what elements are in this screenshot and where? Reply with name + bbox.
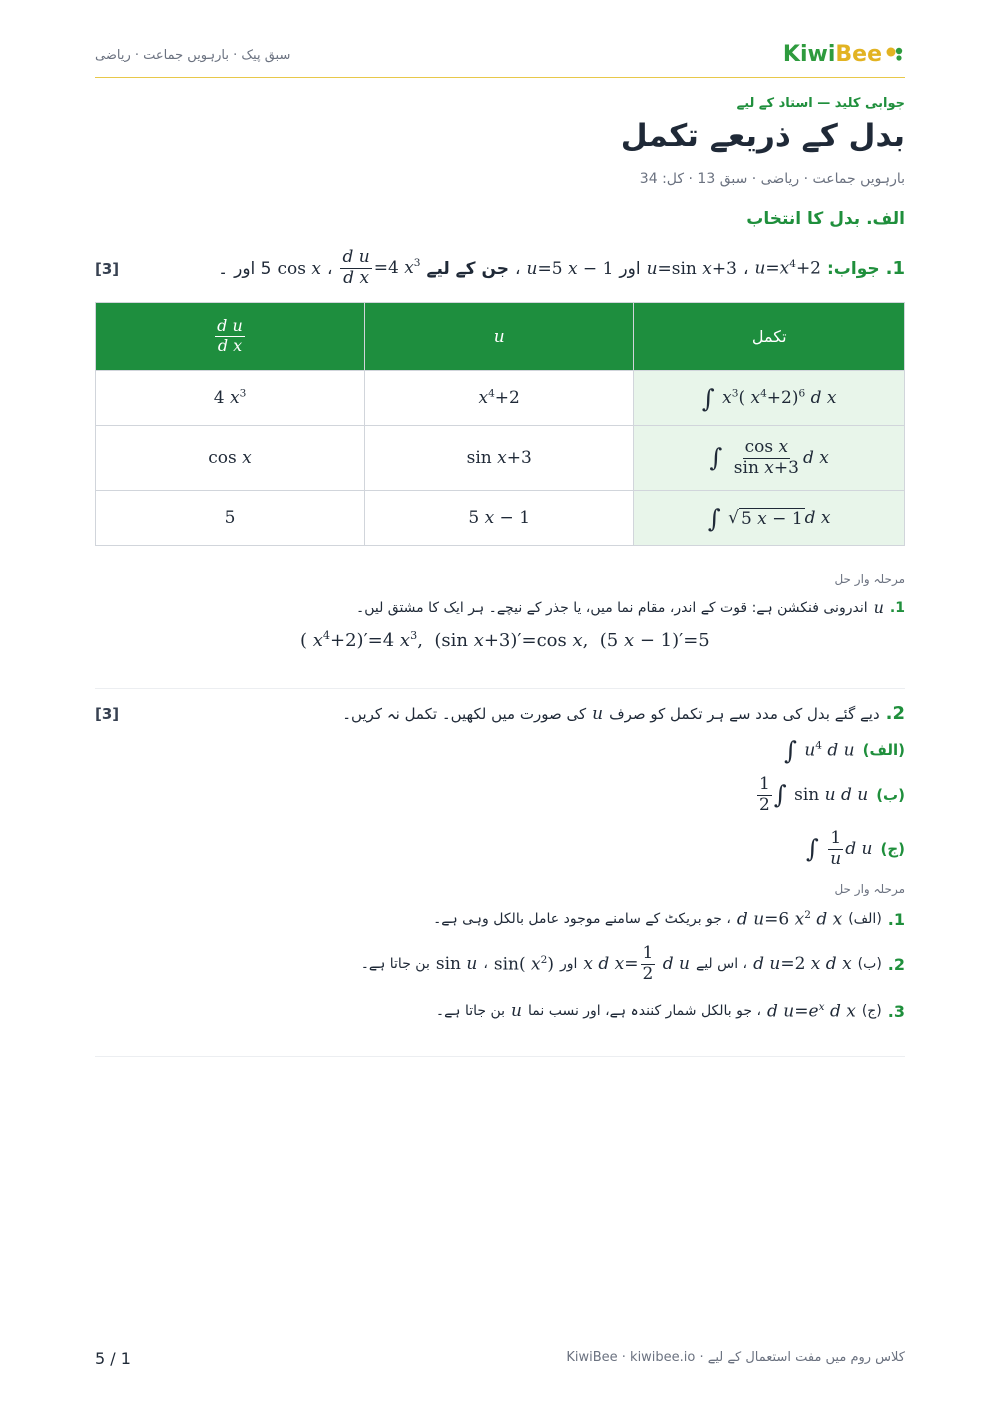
table-row	[96, 371, 905, 426]
page-number: 5 / 1	[95, 1349, 131, 1368]
q1-number: 1.	[885, 258, 905, 279]
q1-steps-label: مرحلہ وار حل	[834, 572, 905, 586]
q2-step-3: 3. (ج) d $u=e^x$ d x ، جو بالکل شمار کنندہ ہے، اور نسب نما u بن جاتا ہے۔	[435, 1000, 905, 1022]
q1-math-2: u=sin x+3	[646, 258, 737, 279]
q1-step-1-equation: ( $x^4+2)'=4$ $x^3$, (sin x+3)′=cos x, (5 x − 1)′=5	[300, 629, 710, 651]
step-number: 2.	[887, 954, 905, 974]
header-integral: تکمل	[634, 303, 905, 371]
page-subtitle: بارہویں جماعت · ریاضی · سبق 13 · کل: 34	[639, 171, 905, 187]
step-number: 1.	[889, 599, 905, 616]
cell-u: $x^4+2$	[365, 371, 634, 426]
q2-steps-label: مرحلہ وار حل	[834, 882, 905, 896]
cell-integral: ∫ $\frac{\text{cos x}}{\text{sin x+3}}$ d x	[634, 426, 905, 491]
q2-part-a: (الف) ∫ $u^4$ d u	[784, 735, 905, 765]
q1-math-4: $\frac{\text{d u}}{\text{d x}}$ =4 $x^3$	[342, 247, 421, 288]
q2-text-pre: دیے گئے بدل کی مدد سے ہر تکمل کو صرف	[609, 704, 880, 723]
cell-u: 5 x − 1	[365, 491, 634, 546]
divider	[95, 688, 905, 689]
q1-math-1: $u=x^4+2$	[754, 258, 821, 279]
step-text-a: ، جو بالکل شمار کنندہ ہے، اور نسب نما	[528, 1003, 762, 1019]
q1-math-5: cos x	[277, 258, 321, 279]
q1-for: جن کے لیے	[426, 259, 510, 279]
q1-marks: [3]	[95, 260, 120, 278]
q1-math-3: u=5 x − 1	[526, 258, 614, 279]
q1-answer-label: جواب:	[827, 258, 880, 279]
step-text: اندرونی فنکشن ہے: قوت کے اندر، مقام نما میں، یا جذر کے نیچے۔ ہر ایک کا مشتق لیں۔	[355, 599, 868, 616]
substitution-table	[95, 302, 905, 546]
q2-step-1: 1. (الف) d u=6 $x^2$ d x ، جو بریکٹ کے سامنے موجود عامل بالکل وہی ہے۔	[433, 908, 905, 930]
q2-question: 2. دیے گئے بدل کی مدد سے ہر تکمل کو صرف u کی صورت میں لکھیں۔ تکمل نہ کریں۔	[342, 703, 905, 724]
cell-du: 4 $x^3$	[96, 371, 365, 426]
step-label: (ب)	[857, 956, 882, 972]
header-u: u	[365, 303, 634, 371]
kiwibee-logo	[780, 37, 905, 71]
section-heading: الف. بدل کا انتخاب	[746, 209, 905, 229]
table-row	[96, 491, 905, 546]
step-text-b: اور	[559, 956, 578, 972]
divider	[95, 1056, 905, 1057]
cell-du: cos x	[96, 426, 365, 491]
q2-marks: [3]	[95, 705, 120, 723]
header-du-dx: $\frac{\text{d u}}{\text{d x}}$	[96, 303, 365, 371]
logo-bee: Bee	[835, 41, 882, 67]
step-text-c: بن جاتا ہے۔	[360, 956, 430, 972]
step-number: 3.	[887, 1001, 905, 1021]
step-text-b: بن جاتا ہے۔	[435, 1003, 506, 1019]
q2-part-c: (ج) ∫ $\frac{1}{u}$ d u	[806, 827, 905, 869]
cell-integral: ∫ $x^3$( $x^4+2)^6$ d x	[634, 371, 905, 426]
cell-integral: ∫ √ 5 x − 1 d x	[634, 491, 905, 546]
part-label: (ج)	[880, 840, 905, 858]
page-title: بدل کے ذریعے تکمل	[620, 118, 905, 154]
q2-text-post: کی صورت میں لکھیں۔ تکمل نہ کریں۔	[342, 704, 587, 723]
bee-icon	[885, 43, 905, 65]
q1-end: 5 اور	[234, 258, 272, 279]
cell-u: sin x+3	[365, 426, 634, 491]
step-label: (الف)	[848, 911, 882, 927]
step-text-a: ، اس لیے	[695, 956, 748, 972]
q2-number: 2.	[885, 703, 905, 724]
footer-credit: کلاس روم میں مفت استعمال کے لیے · KiwiBee · kiwibee.io	[566, 1350, 905, 1365]
header-divider	[95, 77, 905, 78]
q1-question: 1. جواب: $u=x^4+2$ ، u=sin x+3 اور u=5 x − 1 ، جن کے لیے $\frac{\text{d u}}{\text{d x}}$ =4 $x^3$ ، cos x 5 اور ۔	[218, 247, 905, 288]
header-meta: سبق پیک · بارہویں جماعت · ریاضی	[95, 48, 291, 63]
part-label: (الف)	[862, 741, 905, 759]
q2-part-b: (ب) $\frac{1}{2}$ ∫ sin u d u	[759, 773, 905, 815]
q2-step-2: 2. (ب) d u=2 x d x ، اس لیے x d x= $\frac{1}{2}$ d u اور sin( $x^2$) ، sin u بن جاتا ہے۔	[360, 942, 905, 984]
step-label: (ج)	[861, 1003, 882, 1019]
q1-and: اور	[619, 258, 641, 279]
step-text: ، جو بریکٹ کے سامنے موجود عامل بالکل وہی ہے۔	[433, 911, 731, 927]
table-row	[96, 426, 905, 491]
cell-du: 5	[96, 491, 365, 546]
step-number: 1.	[887, 909, 905, 929]
q1-step-1: 1. u اندرونی فنکشن ہے: قوت کے اندر، مقام نما میں، یا جذر کے نیچے۔ ہر ایک کا مشتق لیں۔	[355, 598, 905, 617]
part-label: (ب)	[876, 786, 905, 804]
answer-key-label: جوابی کلید — استاد کے لیے	[736, 96, 905, 111]
logo-kiwi: Kiwi	[782, 41, 836, 67]
